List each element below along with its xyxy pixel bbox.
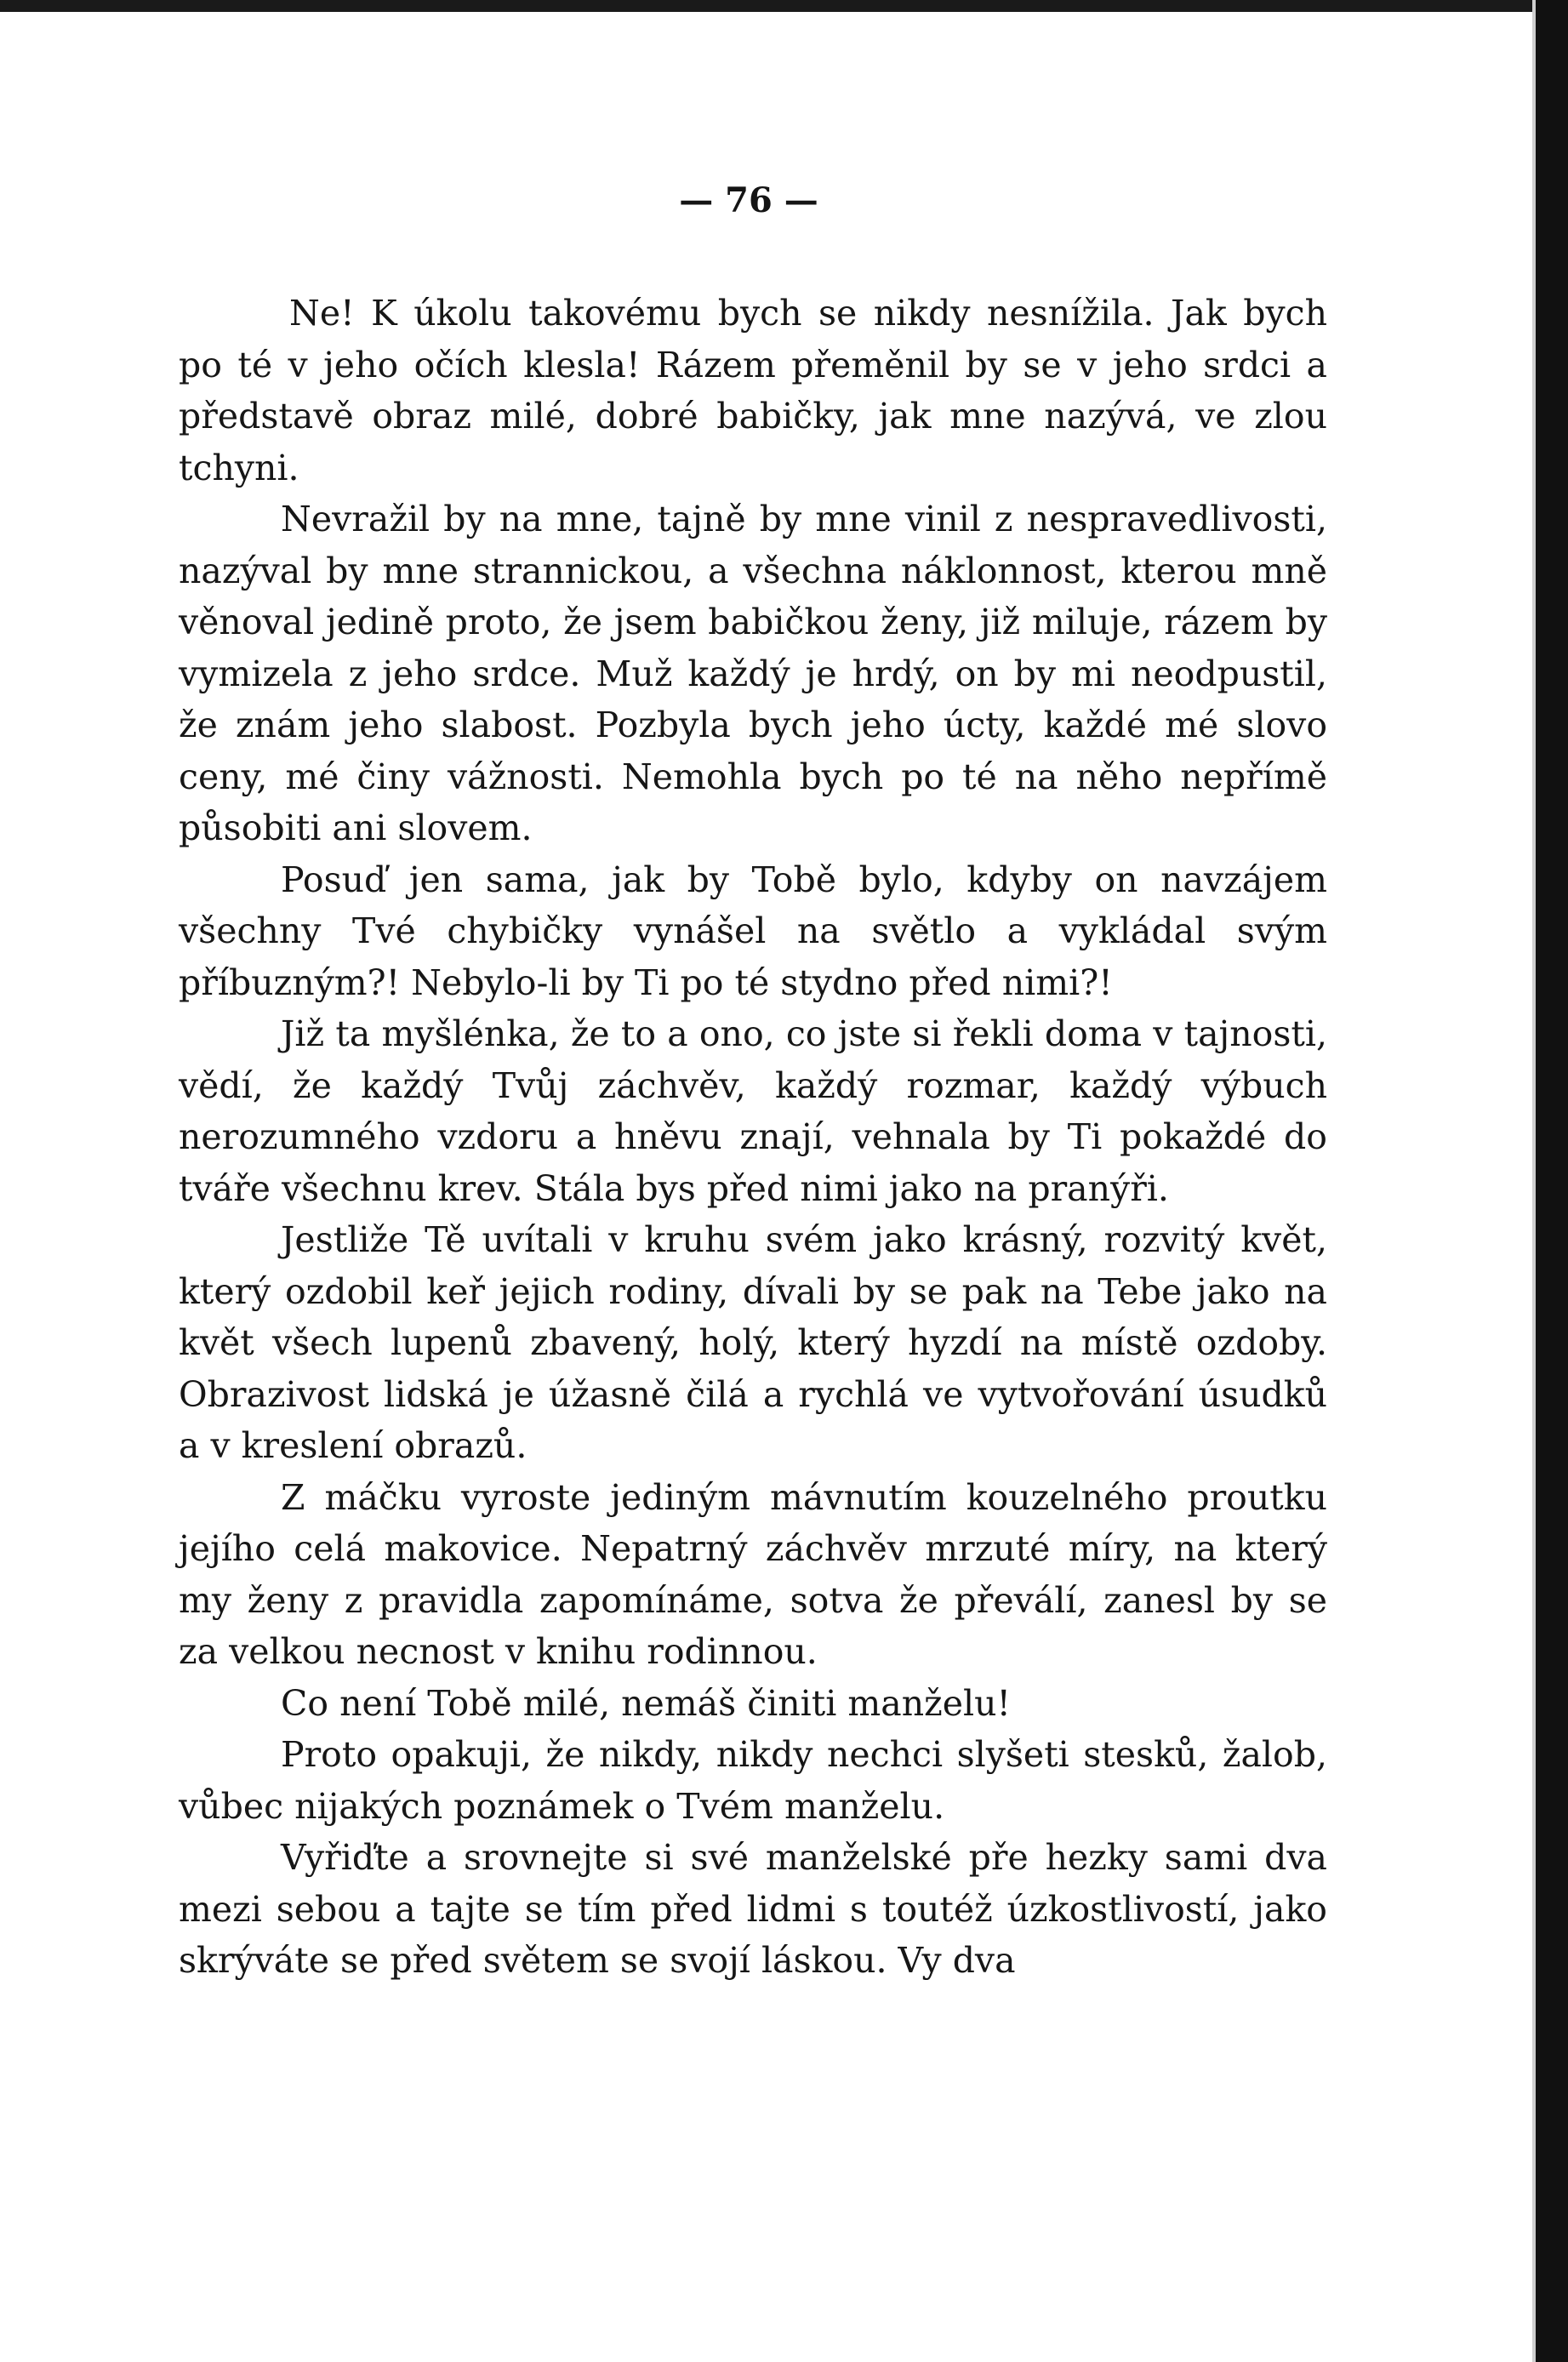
paragraph: Posuď jen sama, jak by Tobě bylo, kdyby on navzájem všechny Tvé chybičky vynášel na světlo a vykládal svým příbuzným?! Nebylo-li by Ti po té stydno před nimi?!	[179, 859, 1327, 1003]
paragraph: Z máčku vyroste jediným mávnutím kouzelného proutku jejího celá makovice. Nepatrný záchvěv mrzuté míry, na který my ženy z pravidla zapomínáme, sotva že převálí, zanesl by se za velkou necnost v knihu rodinnou.	[179, 1476, 1327, 1672]
paragraph: Jestliže Tě uvítali v kruhu svém jako krásný, rozvitý květ, který ozdobil keř jejich rodiny, dívali by se pak na Tebe jako na květ všech lupenů zbavený, holý, který hyzdí na místě ozdoby. Obrazivost lidská je úžasně čilá a rychlá ve vytvořování úsudků a v kreslení obrazů.	[179, 1219, 1327, 1466]
paragraph: Nevražil by na mne, tajně by mne vinil z nespravedlivosti, nazýval by mne strannickou, a všechna náklonnost, kterou mně věnoval jedině proto, že jsem babičkou ženy, již miluje, rázem by vymizela z jeho srdce. Muž každý je hrdý, on by mi neodpustil, že znám jeho slabost. Pozbyla bych jeho úcty, každé mé slovo ceny, mé činy vážnosti. Nemohla bych po té na něho nepřímě působiti ani slovem.	[179, 499, 1327, 848]
paragraph: Již ta myšlénka, že to a ono, co jste si řekli doma v tajnosti, vědí, že každý Tvůj záchvěv, každý rozmar, každý výbuch nerozumného vzdoru a hněvu znají, vehnala by Ti pokaždé do tváře všechnu krev. Stála bys před nimi jako na pranýři.	[179, 1013, 1327, 1209]
scan-right-border	[1536, 0, 1568, 2362]
scan-top-border	[0, 0, 1568, 12]
body-text	[179, 288, 1327, 1987]
paragraph: Co není Tobě milé, nemáš činiti manželu!	[281, 1682, 1011, 1724]
paragraph: Vyřiďte a srovnejte si své manželské pře hezky sami dva mezi sebou a tajte se tím před lidmi s toutéž úzkostlivostí, jako skrýváte se před světem se svojí láskou. Vy dva	[179, 1837, 1327, 1981]
paragraph: Ne! K úkolu takovému bych se nikdy nesnížila. Jak bych po té v jeho očích klesla! Rázem přeměnil by se v jeho srdci a představě obraz milé, dobré babičky, jak mne nazývá, ve zlou tchyni.	[179, 293, 1327, 488]
page-number: — 76 —	[679, 180, 818, 220]
paragraph: Proto opakuji, že nikdy, nikdy nechci slyšeti stesků, žalob, vůbec nijakých poznámek o Tvém manželu.	[179, 1734, 1327, 1827]
